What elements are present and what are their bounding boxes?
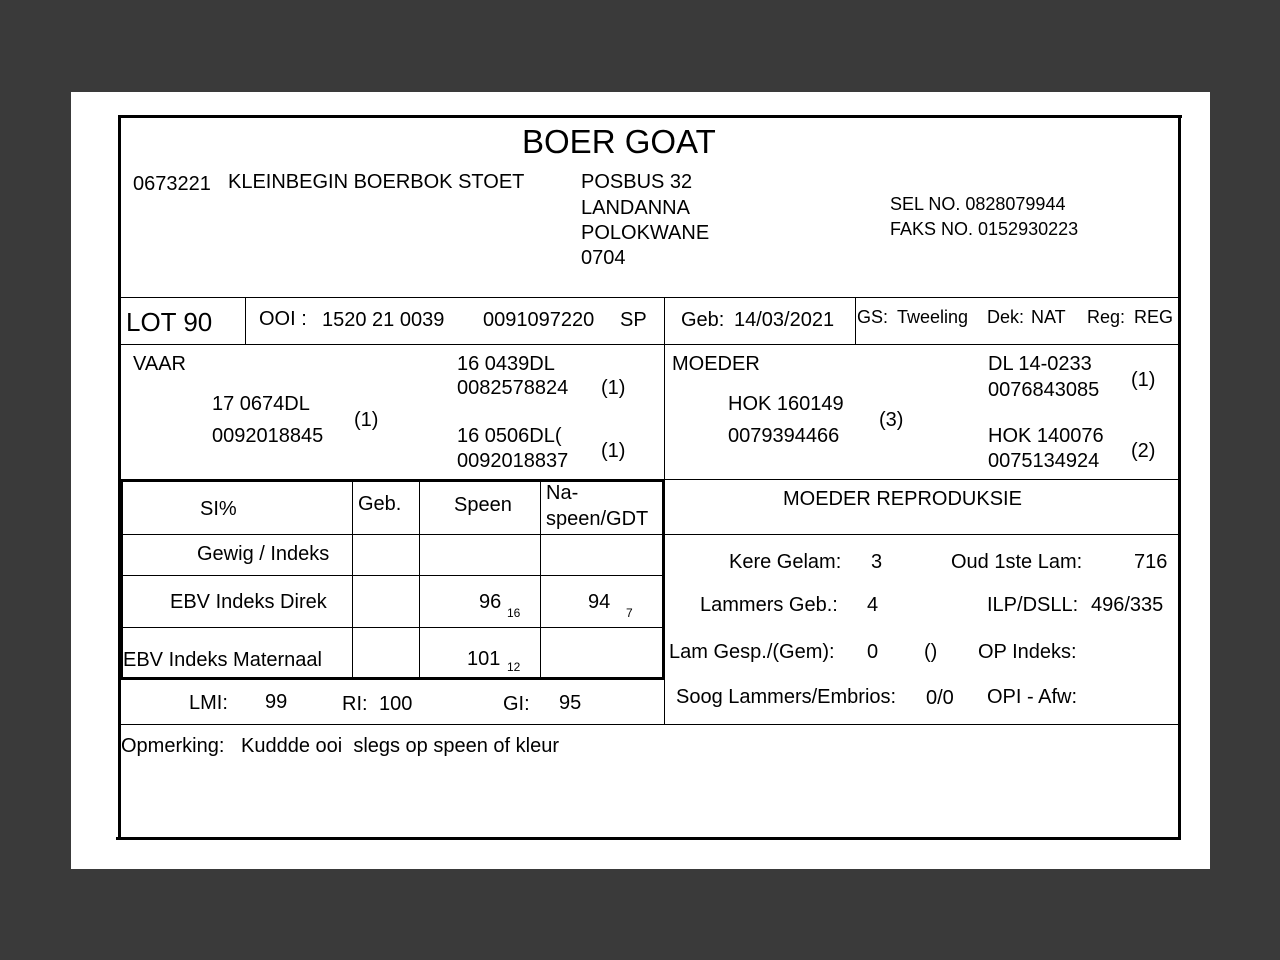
breeder-number: 0673221	[133, 173, 211, 195]
card-border-right	[1178, 115, 1181, 840]
address-line-3: POLOKWANE	[581, 222, 710, 244]
lam-gesp-gem-value: ()	[924, 641, 938, 663]
ri-value: 100	[379, 693, 413, 715]
dam-grandsire-count: (1)	[1131, 369, 1156, 391]
ooi-registration: 0091097220	[483, 309, 595, 331]
ri-label: RI:	[342, 693, 368, 715]
index-row-maternaal: EBV Indeks Maternaal	[123, 649, 322, 671]
rule-index-maternaal	[120, 677, 665, 680]
direk-naspeen-subscript: 7	[626, 606, 633, 620]
dam-id: HOK 160149	[728, 393, 844, 415]
ooi-id: 1520 21 0039	[322, 309, 445, 331]
maternaal-speen-value: 101	[467, 648, 501, 670]
dam-label: MOEDER	[672, 353, 760, 375]
rule-index-right	[662, 479, 665, 680]
geb-date: 14/03/2021	[734, 309, 835, 331]
reg-label: Reg:	[1087, 307, 1126, 327]
card-title: BOER GOAT	[522, 123, 716, 160]
kere-gelam-value: 3	[871, 551, 883, 573]
rule-index-col-speen	[419, 481, 420, 678]
sire-granddam-id: 16 0506DL(	[457, 425, 562, 447]
address-line-2: LANDANNA	[581, 197, 690, 219]
index-col-speen: Speen	[454, 494, 512, 516]
rule-index-header	[120, 534, 1180, 535]
rule-lot-top	[120, 297, 1180, 298]
rule-index-gewig	[120, 575, 665, 576]
address-line-1: POSBUS 32	[581, 171, 693, 193]
ilp-dsll-value: 496/335	[1091, 594, 1164, 616]
sel-number: SEL NO. 0828079944	[890, 194, 1066, 214]
soog-lammers-value: 0/0	[926, 687, 954, 709]
lam-gesp-value: 0	[867, 641, 879, 663]
remark-text: Kuddde ooi slegs op speen of kleur	[241, 735, 559, 757]
dam-count: (3)	[879, 409, 904, 431]
sire-grandsire-count: (1)	[601, 377, 626, 399]
gs-label: GS:	[857, 307, 889, 327]
maternaal-speen-subscript: 12	[507, 660, 521, 674]
index-col-si: SI%	[200, 498, 237, 520]
sire-label: VAAR	[133, 353, 186, 375]
dam-grandsire-id: DL 14-0233	[988, 353, 1092, 375]
card-border-bottom	[116, 837, 1178, 840]
rule-index-col-geb	[352, 481, 353, 678]
sire-granddam-registration: 0092018837	[457, 450, 569, 472]
dam-granddam-count: (2)	[1131, 440, 1156, 462]
direk-speen-value: 96	[479, 591, 502, 613]
ooi-label: OOI :	[259, 308, 307, 330]
soog-lammers-label: Soog Lammers/Embrios:	[676, 686, 897, 708]
dek-value: NAT	[1031, 307, 1066, 327]
index-row-direk: EBV Indeks Direk	[170, 591, 327, 613]
dek-label: Dek:	[987, 307, 1025, 327]
sire-granddam-count: (1)	[601, 440, 626, 462]
rule-geb-divider	[855, 297, 856, 345]
gs-value: Tweeling	[897, 307, 969, 327]
rule-pedigree-bottom-right	[664, 479, 1180, 480]
sire-grandsire-registration: 0082578824	[457, 377, 569, 399]
index-col-geb: Geb.	[358, 493, 402, 515]
ooi-sp: SP	[620, 309, 647, 331]
faks-number: FAKS NO. 0152930223	[890, 219, 1079, 239]
dam-grandsire-registration: 0076843085	[988, 379, 1100, 401]
sire-id: 17 0674DL	[212, 393, 310, 415]
index-row-gewig: Gewig / Indeks	[197, 543, 330, 565]
op-indeks-label: OP Indeks:	[978, 641, 1077, 663]
lmi-label: LMI:	[189, 692, 228, 714]
oud-1ste-lam-value: 716	[1134, 551, 1168, 573]
lot-number: LOT 90	[126, 307, 213, 337]
direk-naspeen-value: 94	[588, 591, 611, 613]
rule-remark-top	[120, 724, 1180, 725]
lmi-value: 99	[265, 691, 288, 713]
lammers-geb-label: Lammers Geb.:	[700, 594, 838, 616]
breeder-name: KLEINBEGIN BOERBOK STOET	[228, 171, 525, 193]
lammers-geb-value: 4	[867, 594, 879, 616]
sire-registration: 0092018845	[212, 425, 324, 447]
remark-label: Opmerking:	[121, 735, 225, 757]
gi-label: GI:	[503, 693, 530, 715]
direk-speen-subscript: 16	[507, 606, 521, 620]
opi-afw-label: OPI - Afw:	[987, 686, 1078, 708]
geb-label: Geb:	[681, 309, 725, 331]
index-col-naspeen-line-2: speen/GDT	[546, 508, 649, 530]
rule-pedigree-bottom-left	[120, 479, 665, 482]
dam-granddam-id: HOK 140076	[988, 425, 1104, 447]
rule-lot-bottom	[120, 344, 1180, 345]
address-line-4: 0704	[581, 247, 626, 269]
rule-lot-divider	[245, 297, 246, 345]
oud-1ste-lam-label: Oud 1ste Lam:	[951, 551, 1083, 573]
lam-gesp-label: Lam Gesp./(Gem):	[669, 641, 835, 663]
ilp-dsll-label: ILP/DSLL:	[987, 594, 1079, 616]
dam-granddam-registration: 0075134924	[988, 450, 1100, 472]
rule-index-direk	[120, 627, 665, 628]
card-border-left	[118, 115, 121, 840]
reproduction-header: MOEDER REPRODUKSIE	[783, 488, 1022, 510]
rule-index-col-naspeen	[540, 481, 541, 678]
gi-value: 95	[559, 692, 582, 714]
card-border-top	[118, 115, 1182, 118]
sire-grandsire-id: 16 0439DL	[457, 353, 555, 375]
sire-count: (1)	[354, 409, 379, 431]
dam-registration: 0079394466	[728, 425, 840, 447]
index-col-naspeen-line-1: Na-	[546, 482, 579, 504]
kere-gelam-label: Kere Gelam:	[729, 551, 842, 573]
reg-value: REG	[1134, 307, 1174, 327]
